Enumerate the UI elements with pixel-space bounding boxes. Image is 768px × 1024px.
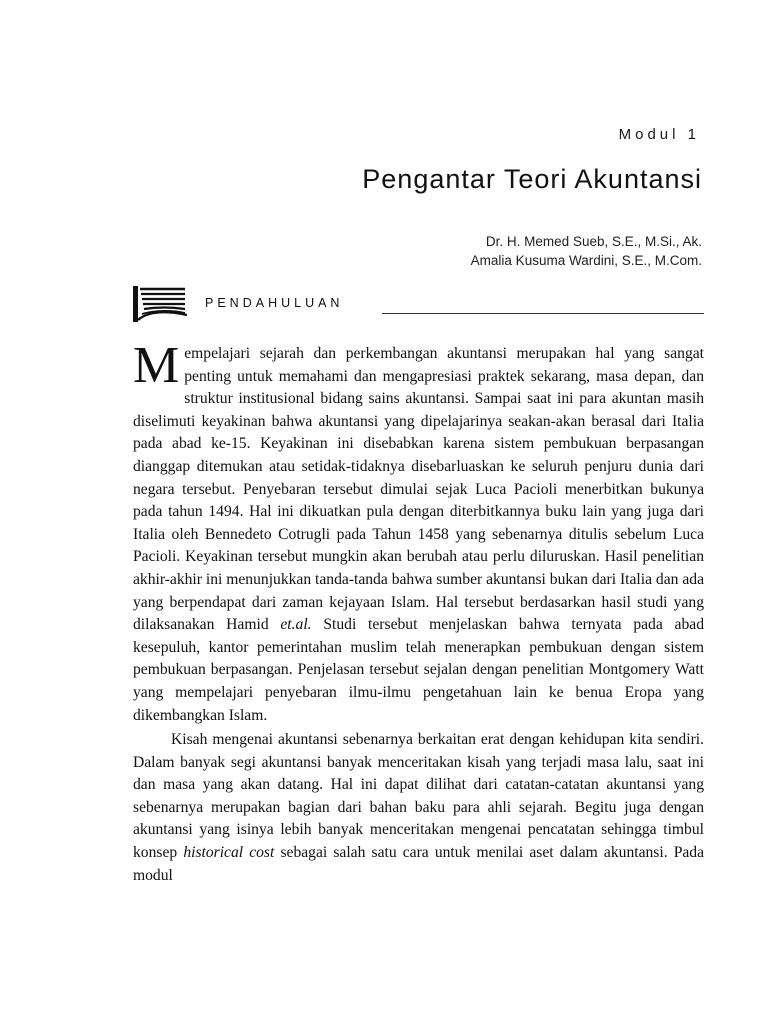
paragraph-2	[133, 729, 704, 887]
section-rule	[382, 313, 704, 314]
paragraph-2-text-a: Kisah mengenai akuntansi sebenarnya berkaitan erat dengan kehidupan kita sendiri. Dalam banyak segi akuntansi banyak menceritakan kisah yang terjadi masa lalu, saat ini dan masa yang akan datang. Hal ini dapat dilihat dari catatan-catatan akuntansi yang sebenarnya merupakan bagian dari bahan baku para ahli sejarah. Begitu juga dengan akuntansi yang isinya lebih banyak menceritakan mengenai pencatatan sehingga timbul konsep	[133, 731, 704, 862]
modul-label: Modul 1	[618, 126, 700, 143]
drop-cap: M	[133, 337, 180, 394]
section-heading: PENDAHULUAN	[205, 296, 344, 310]
author-1: Dr. H. Memed Sueb, S.E., M.Si., Ak.	[485, 234, 702, 249]
open-book-icon	[133, 286, 187, 322]
author-list	[471, 232, 702, 270]
paragraph-2-italic: historical cost	[183, 844, 275, 862]
paragraph-1-text-a: empelajari sejarah dan perkembangan akuntansi merupakan hal yang sangat penting untuk memahami dan mengapresiasi praktek sekarang, masa depan, dan struktur institusional bidang sains akuntansi. Sampai saat ini para akuntan masih diselimuti keyakinan bahwa akuntansi yang dipelajarinya seakan-akan berasal dari Italia pada abad ke-15. Keyakinan ini disebabkan karena sistem pembukuan berpasangan dianggap ditemukan atau setidak-tidaknya disebarluaskan ke seluruh penjuru dunia dari negara tersebut. Penyebaran tersebut dimulai sejak Luca Pacioli menerbitkan bukunya pada tahun 1494. Hal ini dikuatkan pula dengan diterbitkannya buku lain yang juga dari Italia oleh Bennedeto Cotrugli pada Tahun 1458 yang sebenarnya ditulis sebelum Luca Pacioli. Keyakinan tersebut mungkin akan berubah atau perlu diluruskan. Hasil penelitian akhir-akhir ini menunjukkan tanda-tanda bahwa sumber akuntansi bukan dari Italia dan ada yang berpendapat dari zaman kejayaan Islam. Hal tersebut berdasarkan hasil studi yang dilaksanakan Hamid	[133, 345, 704, 634]
paragraph-1-text-b: Studi tersebut menjelaskan bahwa ternyata pada abad kesepuluh, kantor pemerintahan muslim telah menerapkan pembukuan dengan sistem pembukuan berpasangan. Penjelasan tersebut sejalan dengan penelitian Montgomery Watt yang mempelajari penyebaran ilmu-ilmu pengetahuan lain ke benua Eropa yang dikembangkan Islam.	[133, 616, 704, 724]
paragraph-1	[133, 337, 704, 727]
page-title: Pengantar Teori Akuntansi	[362, 164, 702, 194]
paragraph-2-text-b: sebagai salah satu cara untuk menilai aset dalam akuntansi. Pada modul	[133, 844, 705, 884]
paragraph-1-italic: et.al.	[280, 616, 312, 634]
body-text	[133, 337, 705, 887]
author-2: Amalia Kusuma Wardini, S.E., M.Com.	[470, 253, 702, 268]
